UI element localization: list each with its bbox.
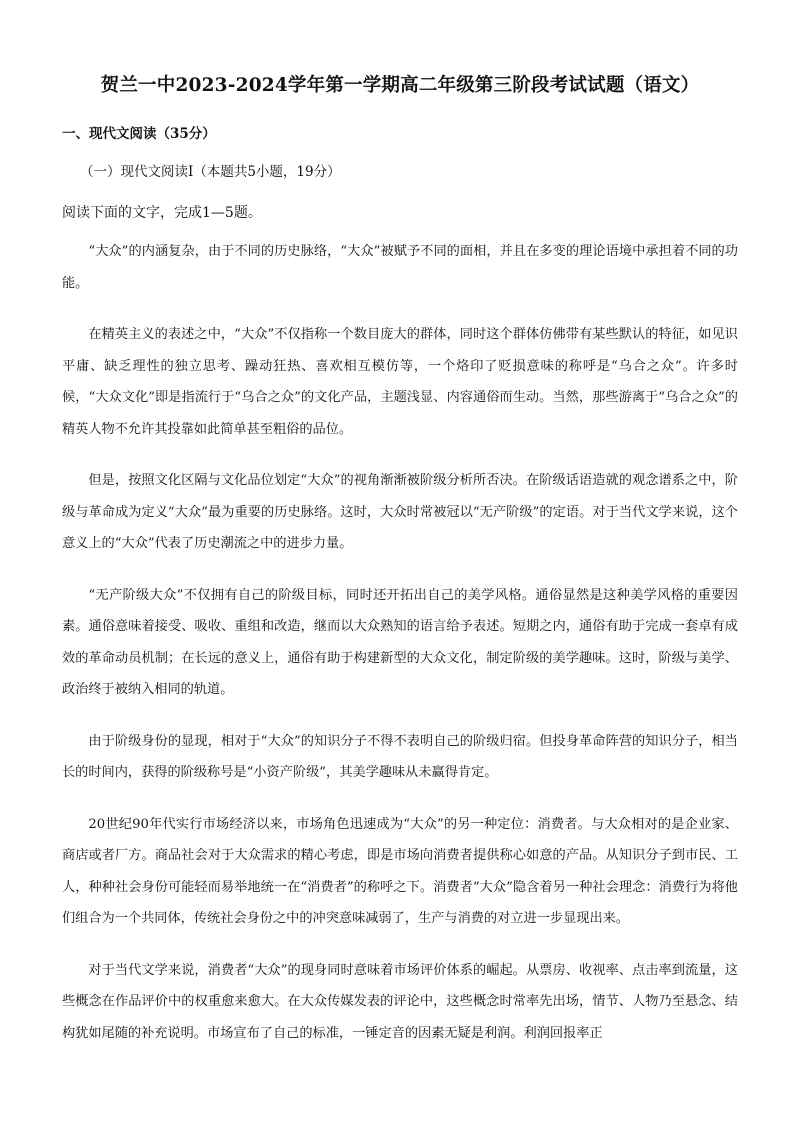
passage-paragraph-7: 对于当代文学来说，消费者“大众”的现身同时意味着市场评价体系的崛起。从票房、收视率、点击率到流量，这些概念在作品评价中的权重愈来愈大。在大众传媒发表的评论中，这些概念时常率先出场，情节、人物乃至悬念、结构犹如尾随的补充说明。市场宣布了自己的标准，一锤定音的因素无疑是利润。利润回报率正 bbox=[62, 962, 738, 1041]
passage-paragraph-3: 但是，按照文化区隔与文化品位划定“大众”的视角渐渐被阶级分析所否决。在阶级话语造就的观念谱系之中，阶级与革命成为定义“大众”最为重要的历史脉络。这时，大众时常被冠以“无产阶级”的定语。对于当代文学来说，这个意义上的“大众”代表了历史潮流之中的进步力量。 bbox=[62, 473, 738, 551]
reading-passage bbox=[62, 236, 738, 1049]
passage-paragraph-6: 20世纪90年代实行市场经济以来，市场角色迅速成为“大众”的另一种定位：消费者。与大众相对的是企业家、商店或者厂方。商品社会对于大众需求的精心考虑，即是市场向消费者提供称心如意的产品。从知识分子到市民、工人，种种社会身份可能轻而易举地统一在“消费者”的称呼之下。消费者“大众”隐含着另一种社会理念：消费行为将他们组合为一个共同体，传统社会身份之中的冲突意味减弱了，生产与消费的对立进一步显现出来。 bbox=[62, 816, 738, 926]
passage-paragraph-2: 在精英主义的表述之中，“大众”不仅指称一个数目庞大的群体，同时这个群体仿佛带有某些默认的特征，如见识平庸、缺乏理性的独立思考、躁动狂热、喜欢相互模仿等，一个烙印了贬损意味的称呼是“乌合之众”。许多时候，“大众文化”即是指流行于“乌合之众”的文化产品，主题浅显、内容通俗而生动。当然，那些游离于“乌合之众”的精英人物不允许其投靠如此简单甚至粗俗的品位。 bbox=[62, 327, 738, 437]
sub-heading: （一）现代文阅读Ⅰ（本题共5小题，19分） bbox=[80, 164, 341, 180]
passage-paragraph-1: “大众”的内涵复杂，由于不同的历史脉络，“大众”被赋予不同的面相，并且在多变的理论语境中承担着不同的功能。 bbox=[62, 244, 738, 291]
exam-title: 贺兰一中2023-2024学年第一学期高二年级第三阶段考试试题（语文） bbox=[100, 75, 700, 96]
section-heading: 一、现代文阅读（35分） bbox=[62, 126, 216, 142]
reading-instruction: 阅读下面的文字，完成1—5题。 bbox=[62, 205, 262, 221]
passage-paragraph-4: “无产阶级大众”不仅拥有自己的阶级目标，同时还开拓出自己的美学风格。通俗显然是这种美学风格的重要因素。通俗意味着接受、吸收、重组和改造，继而以大众熟知的语言给予表述。短期之内，通俗有助于完成一套卓有成效的革命动员机制；在长远的意义上，通俗有助于构建新型的大众文化，制定阶级的美学趣味。这时，阶级与美学、政治终于被纳入相同的轨道。 bbox=[62, 587, 738, 697]
passage-paragraph-5: 由于阶级身份的显现，相对于“大众”的知识分子不得不表明自己的阶级归宿。但投身革命阵营的知识分子，相当长的时间内，获得的阶级称号是“小资产阶级”，其美学趣味从未赢得肯定。 bbox=[62, 733, 738, 780]
